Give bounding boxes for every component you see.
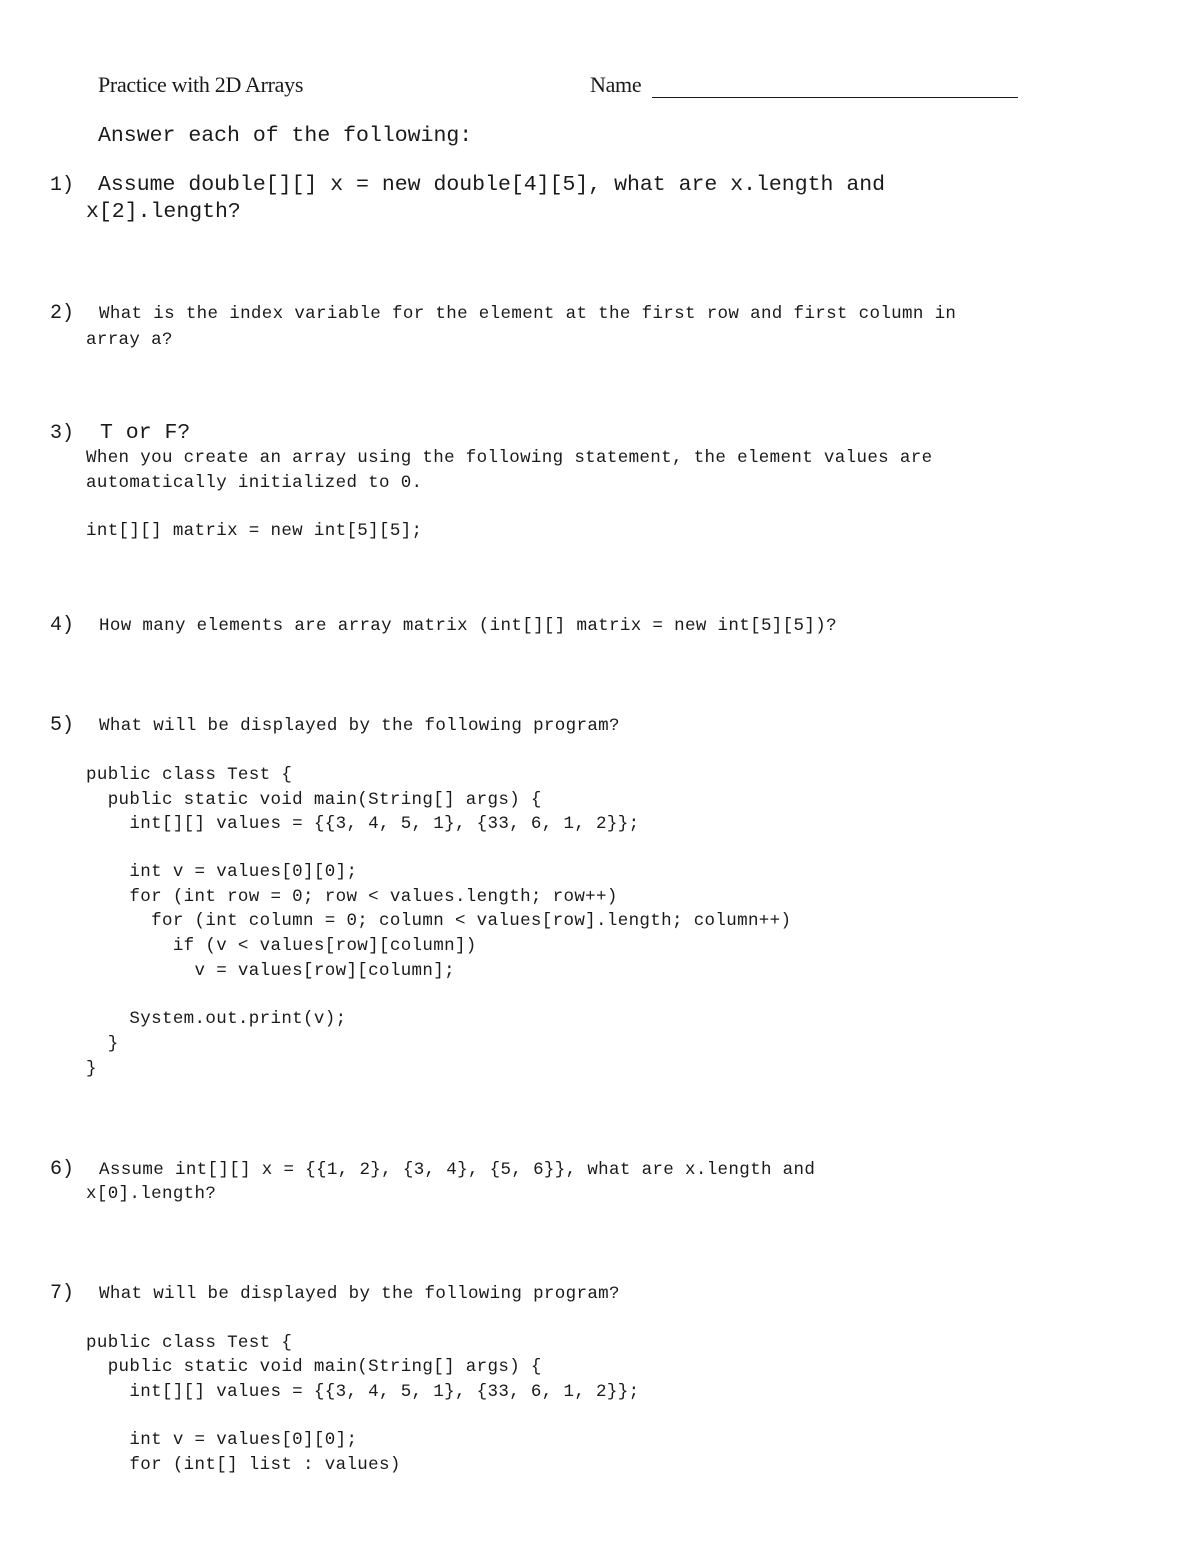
question-3-title: T or F?	[100, 421, 191, 445]
question-2-text-line-2: array a?	[86, 330, 173, 350]
question-number-1: 1)	[50, 174, 75, 197]
question-7-code-line-1: public class Test {	[86, 1333, 293, 1353]
question-1-text-line-2: x[2].length?	[86, 200, 241, 224]
question-5-code-line-1: public class Test {	[86, 765, 293, 785]
question-4-text: How many elements are array matrix (int[][] matrix = new int[5][5])?	[99, 616, 837, 636]
question-number-3: 3)	[50, 422, 75, 445]
question-6-text-line-2: x[0].length?	[86, 1184, 217, 1204]
question-5-code-line-2: public static void main(String[] args) {	[86, 790, 542, 810]
name-field-line[interactable]	[652, 97, 1018, 98]
question-5-code-line-11: }	[86, 1059, 97, 1079]
question-5-code-line-9: System.out.print(v);	[86, 1009, 347, 1029]
question-2-text-line-1: What is the index variable for the element at the first row and first column in	[99, 304, 957, 324]
question-7-code-line-4: int v = values[0][0];	[86, 1430, 358, 1450]
question-1-text-line-1: Assume double[][] x = new double[4][5], what are x.length and	[98, 173, 886, 197]
question-3-text-line-1: When you create an array using the following statement, the element values are	[86, 448, 933, 468]
question-number-6: 6)	[50, 1158, 75, 1181]
question-5-code-line-10: }	[86, 1034, 119, 1054]
question-5-text: What will be displayed by the following program?	[99, 716, 620, 736]
instructions: Answer each of the following:	[98, 124, 473, 148]
question-5-code-line-3: int[][] values = {{3, 4, 5, 1}, {33, 6, 1, 2}};	[86, 814, 640, 834]
question-5-code-line-7: if (v < values[row][column])	[86, 936, 477, 956]
question-number-5: 5)	[50, 714, 75, 737]
question-number-4: 4)	[50, 614, 75, 637]
question-5-code-line-5: for (int row = 0; row < values.length; row++)	[86, 887, 618, 907]
question-7-code-line-2: public static void main(String[] args) {	[86, 1357, 542, 1377]
question-5-code-line-6: for (int column = 0; column < values[row].length; column++)	[86, 911, 792, 931]
worksheet-title: Practice with 2D Arrays	[98, 72, 304, 97]
question-number-7: 7)	[50, 1282, 75, 1305]
question-6-text-line-1: Assume int[][] x = {{1, 2}, {3, 4}, {5, 6}}, what are x.length and	[99, 1160, 816, 1180]
name-label: Name	[590, 72, 642, 97]
question-number-2: 2)	[50, 302, 75, 325]
question-3-code-line-1: int[][] matrix = new int[5][5];	[86, 521, 423, 541]
question-7-code-line-3: int[][] values = {{3, 4, 5, 1}, {33, 6, 1, 2}};	[86, 1382, 640, 1402]
question-7-text: What will be displayed by the following program?	[99, 1284, 620, 1304]
question-3-text-line-2: automatically initialized to 0.	[86, 473, 423, 493]
question-5-code-line-8: v = values[row][column];	[86, 961, 455, 981]
question-7-code-line-5: for (int[] list : values)	[86, 1455, 401, 1475]
question-5-code-line-4: int v = values[0][0];	[86, 862, 358, 882]
